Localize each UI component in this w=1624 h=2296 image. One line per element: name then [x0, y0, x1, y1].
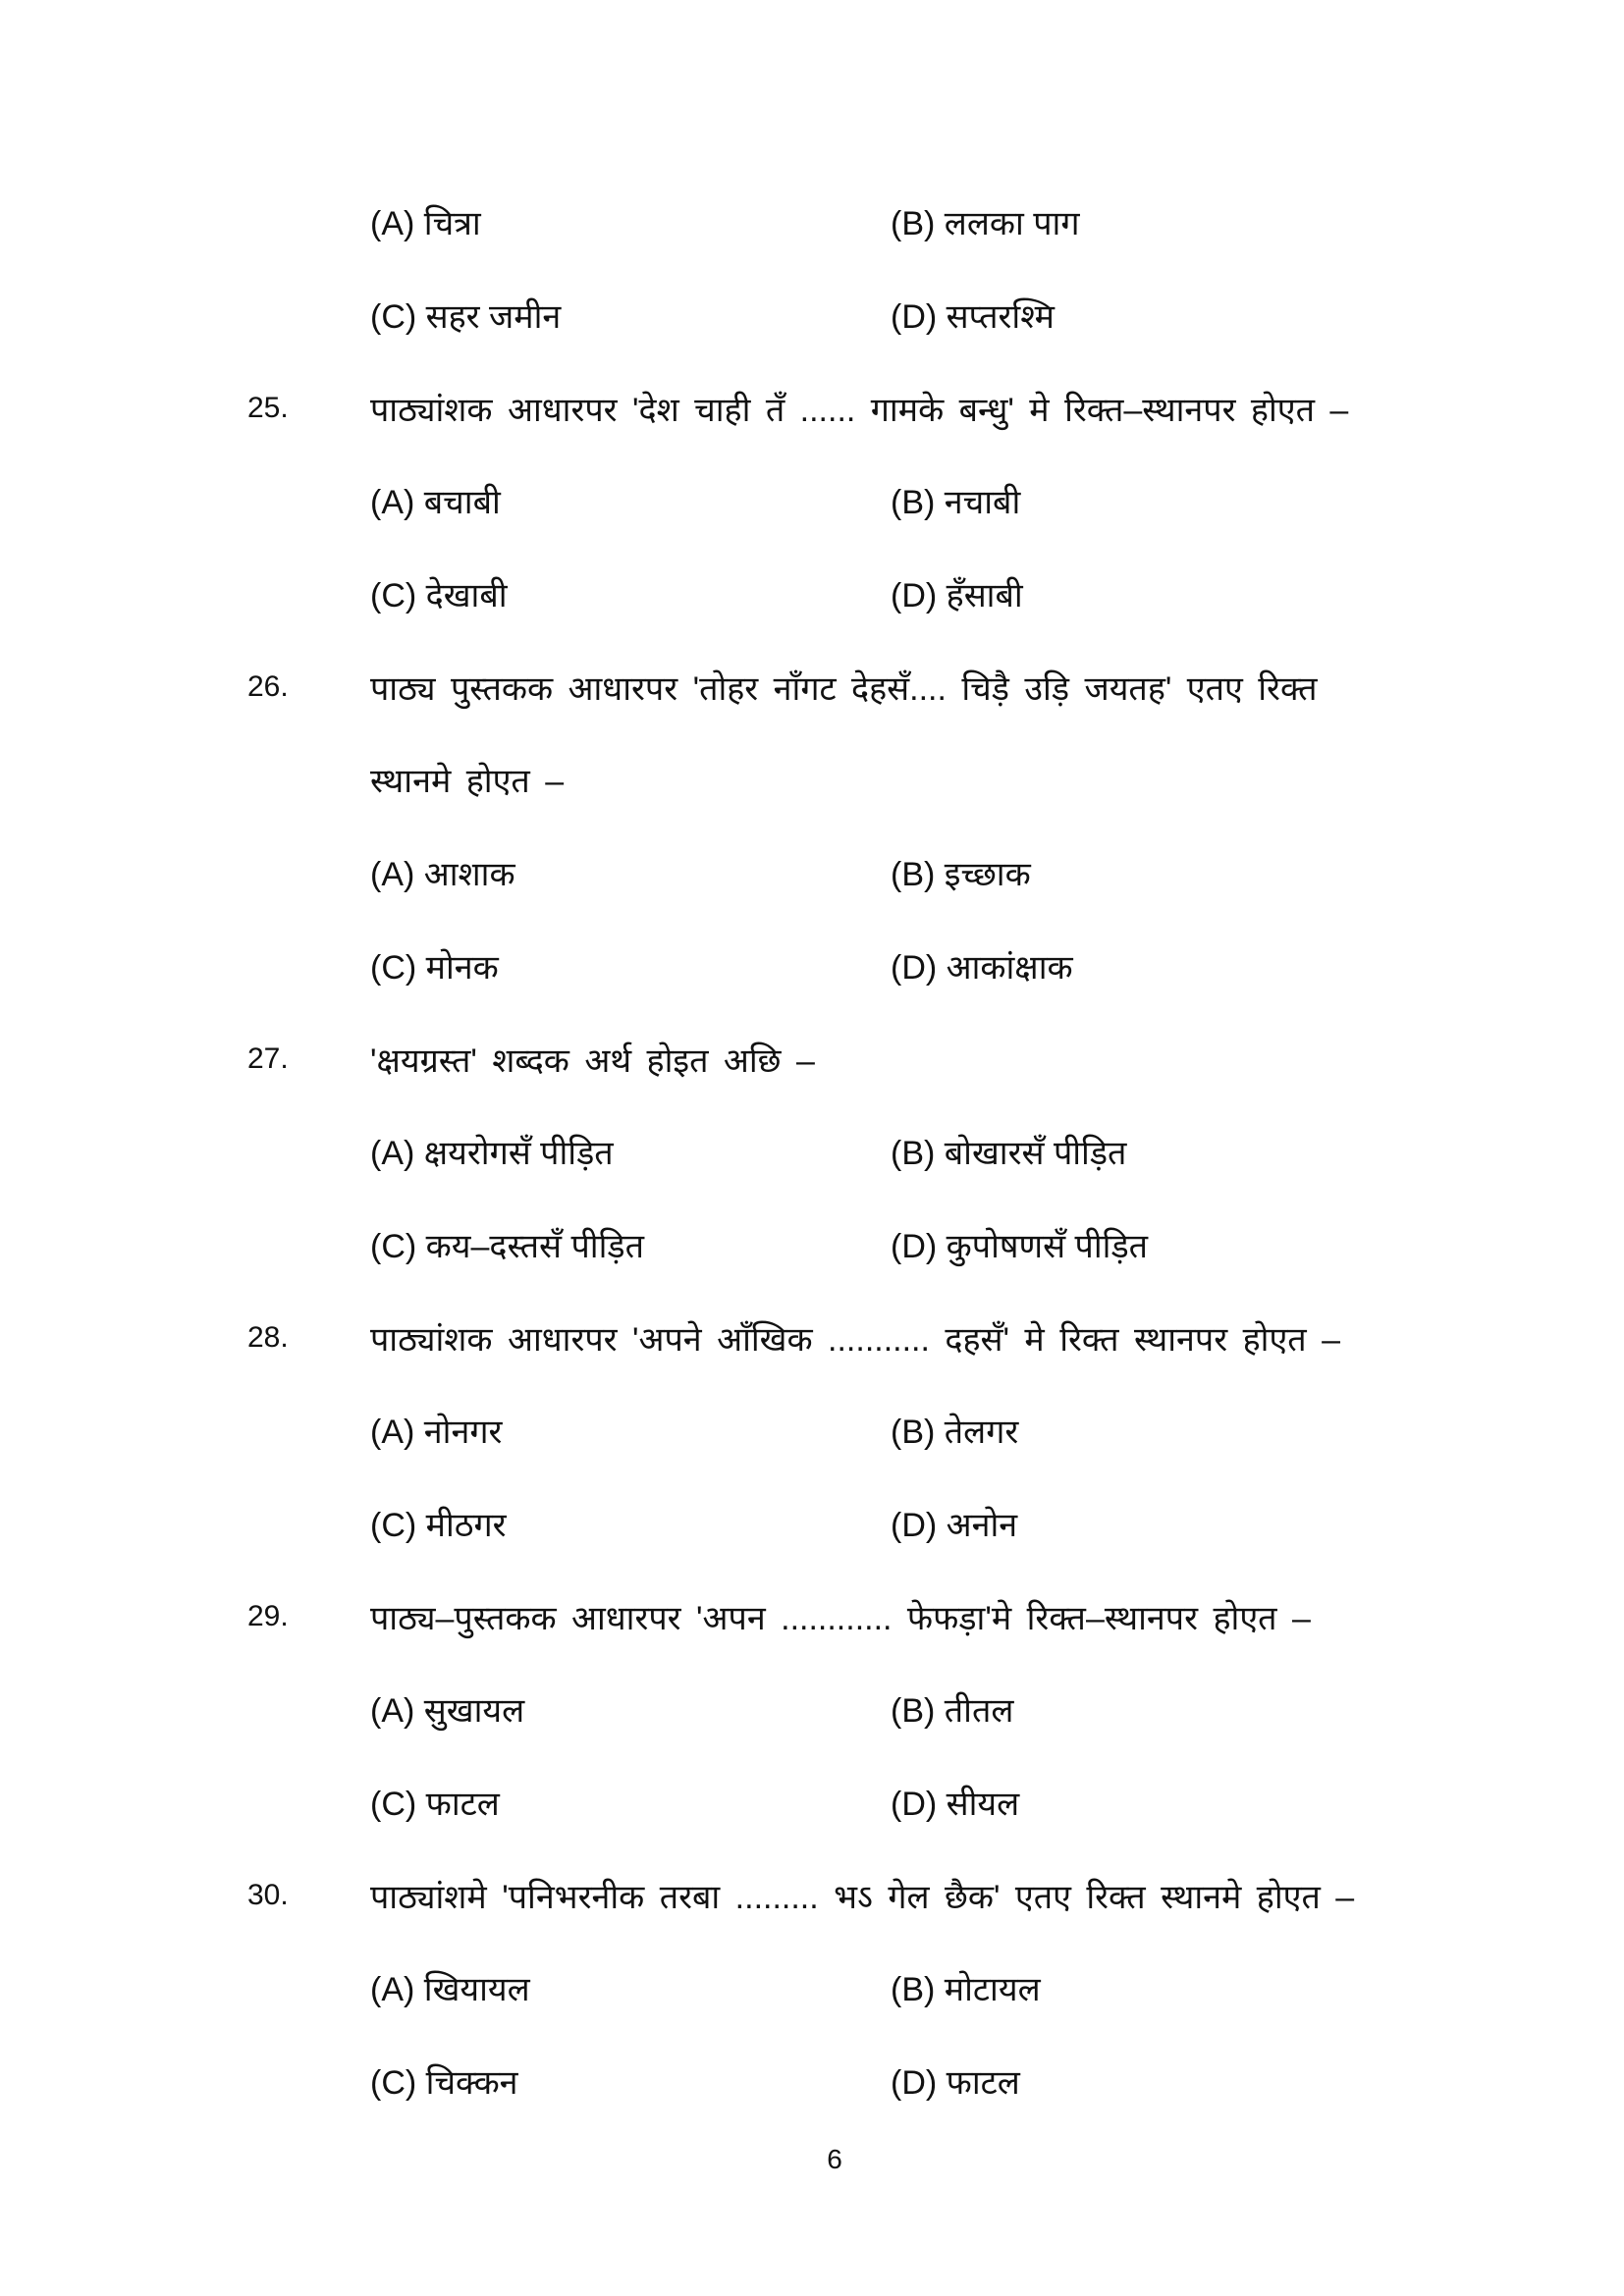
question-text: पाठ्यांशक आधारपर 'अपने आँखिक ........... दहसँ' मे रिक्त स्थानपर होएत –	[370, 1320, 1340, 1359]
options-row	[0, 454, 1624, 548]
question-text: 'क्षयग्रस्त' शब्दक अर्थ होइत अछि –	[370, 1041, 815, 1080]
page-number: 6	[827, 2144, 842, 2174]
question-list	[0, 176, 1624, 2127]
options-row	[0, 1477, 1624, 1571]
option-a: (A) आशाक	[370, 856, 515, 894]
option-a: (A) क्षयरोगसँ पीड़ित	[370, 1135, 614, 1173]
option-d: (D) फाटल	[891, 2064, 1020, 2103]
option-c: (C) कय–दस्तसँ पीड़ित	[370, 1227, 644, 1265]
option-a: (A) चित्रा	[370, 205, 481, 243]
question-28	[0, 1291, 1624, 1384]
options-row	[0, 548, 1624, 641]
question-27	[0, 1012, 1624, 1105]
option-c: (C) देखाबी	[370, 577, 508, 615]
option-b: (B) तीतल	[891, 1692, 1014, 1731]
option-d: (D) सीयल	[891, 1786, 1020, 1824]
option-b: (B) इच्छाक	[891, 856, 1031, 894]
options-row	[0, 2035, 1624, 2128]
option-b: (B) मोटायल	[891, 1971, 1041, 2009]
options-row	[0, 1105, 1624, 1199]
question-text: पाठ्यांशक आधारपर 'देश चाही तँ ...... गामके बन्धु' मे रिक्त–स्थानपर होएत –	[370, 391, 1349, 429]
question-number: 28.	[247, 1320, 289, 1354]
question-30	[0, 1848, 1624, 1942]
question-text: पाठ्यांशमे 'पनिभरनीक तरबा ......... भऽ गेल छैक' एतए रिक्त स्थानमे होएत –	[370, 1878, 1355, 1916]
options-row	[0, 920, 1624, 1013]
question-number: 26.	[247, 669, 289, 703]
question-number: 30.	[247, 1878, 289, 1911]
option-d: (D) कुपोषणसँ पीड़ित	[891, 1227, 1149, 1265]
option-b: (B) ललका पाग	[891, 205, 1080, 243]
options-row	[0, 1199, 1624, 1292]
option-d: (D) हँसाबी	[891, 577, 1023, 615]
option-b: (B) तेलगर	[891, 1414, 1019, 1452]
question-text: पाठ्य पुस्तकक आधारपर 'तोहर नाँगट देहसँ.... चिड़ै उड़ि जयतह' एतए रिक्त	[370, 669, 1318, 708]
option-c: (C) मीठगर	[370, 1506, 507, 1544]
options-row	[0, 1384, 1624, 1477]
option-a: (A) नोनगर	[370, 1414, 503, 1452]
option-d: (D) आकांक्षाक	[891, 948, 1073, 987]
question-number: 27.	[247, 1041, 289, 1075]
option-c: (C) चिक्कन	[370, 2064, 518, 2103]
options-row	[0, 1756, 1624, 1849]
question-text-line2: स्थानमे होएत –	[370, 763, 565, 801]
option-a: (A) खियायल	[370, 1971, 530, 2009]
question-26	[0, 640, 1624, 733]
option-b: (B) नचाबी	[891, 484, 1021, 522]
option-d: (D) अनोन	[891, 1506, 1018, 1544]
options-row	[0, 827, 1624, 920]
options-row	[0, 269, 1624, 362]
option-c: (C) सहर जमीन	[370, 298, 562, 337]
option-d: (D) सप्तरश्मि	[891, 298, 1055, 337]
option-c: (C) फाटल	[370, 1786, 500, 1824]
option-c: (C) मोनक	[370, 948, 499, 987]
question-number: 29.	[247, 1599, 289, 1632]
option-a: (A) बचाबी	[370, 484, 501, 522]
question-26-continued	[0, 733, 1624, 827]
option-a: (A) सुखायल	[370, 1692, 525, 1731]
question-29	[0, 1570, 1624, 1663]
options-row	[0, 176, 1624, 269]
options-row	[0, 1663, 1624, 1756]
options-row	[0, 1942, 1624, 2035]
question-25	[0, 361, 1624, 454]
question-number: 25.	[247, 391, 289, 424]
option-b: (B) बोखारसँ पीड़ित	[891, 1135, 1127, 1173]
question-text: पाठ्य–पुस्तकक आधारपर 'अपन ............ फेफड़ा'मे रिक्त–स्थानपर होएत –	[370, 1599, 1311, 1637]
